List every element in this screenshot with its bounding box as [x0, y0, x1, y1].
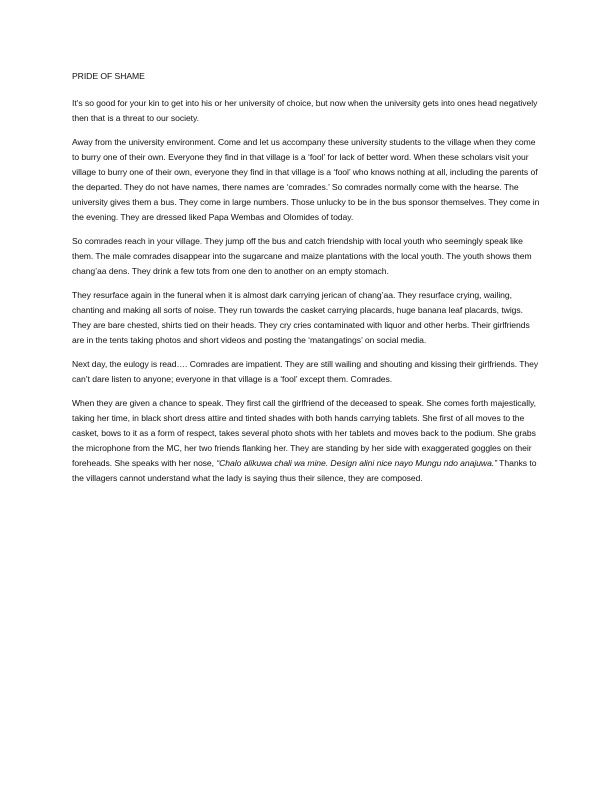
paragraph-arrival: Away from the university environment. Come and let us accompany these university students to the village when they come to burry one of their own. Everyone they find in that village is a ‘fool’ for lack of better word. When these scholars visit your village to burry one of their own, everyone they find in that village is a ‘fool’ who knows nothing at all, including the parents of the departed. They do not have names, there names are ‘comrades.’ So comrades normally come with the hearse. The university gives them a bus. They come in large numbers. Those unlucky to be in the bus sponsor themselves. They come in the evening. They are dressed liked Papa Wembas and Olomides of today.: [72, 137, 540, 222]
document-body: [72, 69, 544, 495]
paragraph-village: So comrades reach in your village. They jump off the bus and catch friendship with local youth who seemingly speak like them. The male comrades disappear into the sugarcane and maize plantations with the local youth. The youth shows them chang’aa dens. They drink a few tots from one den to another on an empty stomach.: [72, 236, 532, 276]
paragraph-speech: [72, 396, 544, 486]
speech-quote: “Chalo alikuwa chali wa mine. Design alini nice nayo Mungu ndo anajuwa.”: [216, 458, 497, 468]
paragraph-intro: It’s so good for your kin to get into his or her university of choice, but now when the university gets into ones head negatively then that is a threat to our society.: [72, 98, 538, 123]
document-title: PRIDE OF SHAME: [72, 71, 145, 81]
speech-text-before-quote: When they are given a chance to speak. They first call the girlfriend of the deceased to speak. She comes forth majestically, taking her time, in black short dress attire and tinted shades with both hands carrying tablets. She first of all moves to the casket, bows to it as a form of respect, takes several photo shots with her tablets and moves back to the podium. She grabs the microphone from the MC, her two friends flanking her. They are standing by her side with exaggerated goggles on their foreheads. She speaks with her nose,: [72, 398, 536, 468]
speech-text-after-quote: Thanks to the villagers cannot understand what the lady is saying thus their silence, they are composed.: [72, 458, 537, 483]
paragraph-funeral: They resurface again in the funeral when it is almost dark carrying jerican of chang’aa. They resurface crying, wailing, chanting and making all sorts of noise. They run towards the casket carrying placards, huge banana leaf placards, twigs. They are bare chested, shirts tied on their heads. They cry cries contaminated with liquor and other herbs. Their girlfriends are in the tents taking photos and short videos and posting the ‘matangatings’ on social media.: [72, 290, 530, 345]
paragraph-eulogy: Next day, the eulogy is read…. Comrades are impatient. They are still wailing and shouting and kissing their girlfriends. They can’t dare listen to anyone; everyone in that village is a ‘fool’ except them. Comrades.: [72, 359, 539, 384]
